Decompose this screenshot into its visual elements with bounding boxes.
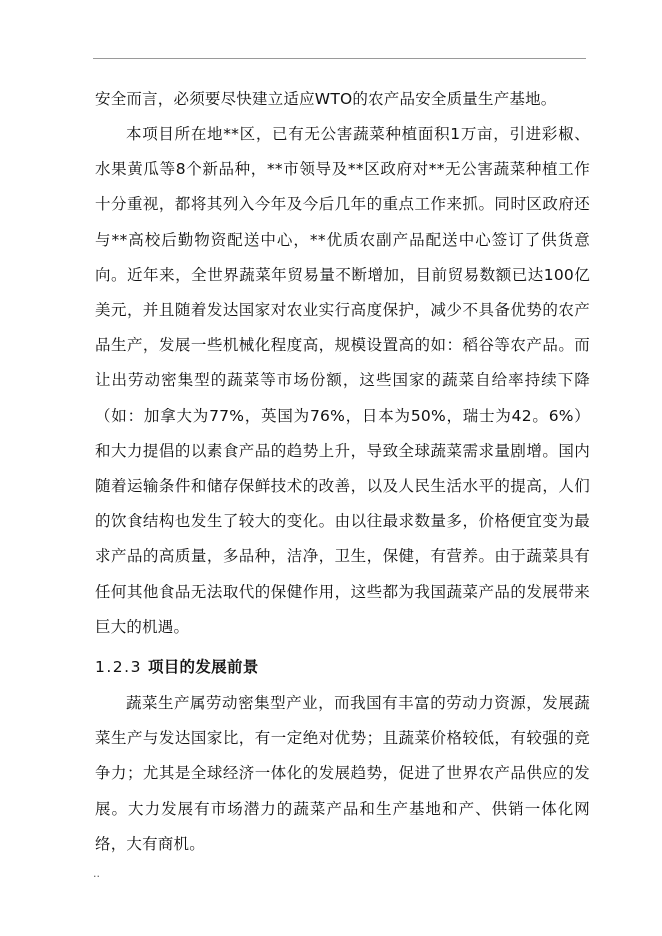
footer-mark: ..: [93, 867, 100, 880]
section-title: 项目的发展前景: [147, 658, 259, 676]
paragraph-continuation: 安全而言，必须要尽快建立适应WTO的农产品安全质量生产基地。: [95, 90, 557, 108]
section-number: 1.2.3: [95, 658, 142, 676]
header-divider: [93, 58, 586, 59]
paragraph-prospects: 蔬菜生产属劳动密集型产业，而我国有丰富的劳动力资源，发展蔬菜生产与发达国家比，有一定绝对优势；且蔬菜价格较低，有较强的竞争力；尤其是全球经济一体化的发展趋势，促进了世界农产品供应的发展。大力发展有市场潜力的蔬菜产品和生产基地和产、供销一体化网络，大有商机。: [95, 694, 590, 853]
paragraph-project-location: 本项目所在地**区，已有无公害蔬菜种植面积1万亩，引进彩椒、水果黄瓜等8个新品种，**市领导及**区政府对**无公害蔬菜种植工作十分重视，都将其列入今年及今后几年的重点工作来抓。同时区政府还与**高校后勤物资配送中心，**优质农副产品配送中心签订了供货意向。近年来，全世界蔬菜年贸易量不断增加，目前贸易数额已达100亿美元，并且随着发达国家对农业实行高度保护，减少不具备优势的农产品生产，发展一些机械化程度高，规模设置高的如：稻谷等农产品。而让出劳动密集型的蔬菜等市场份额，这些国家的蔬菜自给率持续下降（如：加拿大为77%，英国为76%，日本为50%，瑞士为42。6%）和大力提倡的以素食产品的趋势上升，导致全球蔬菜需求量剧增。国内随着运输条件和储存保鲜技术的改善，以及人民生活水平的提高，人们的饮食结构也发生了较大的变化。由以往最求数量多，价格便宜变为最求产品的高质量，多品种，洁净，卫生，保健，有营养。由于蔬菜具有任何其他食品无法取代的保健作用，这些都为我国蔬菜产品的发展带来巨大的机遇。: [95, 125, 590, 636]
section-heading: [95, 657, 259, 677]
